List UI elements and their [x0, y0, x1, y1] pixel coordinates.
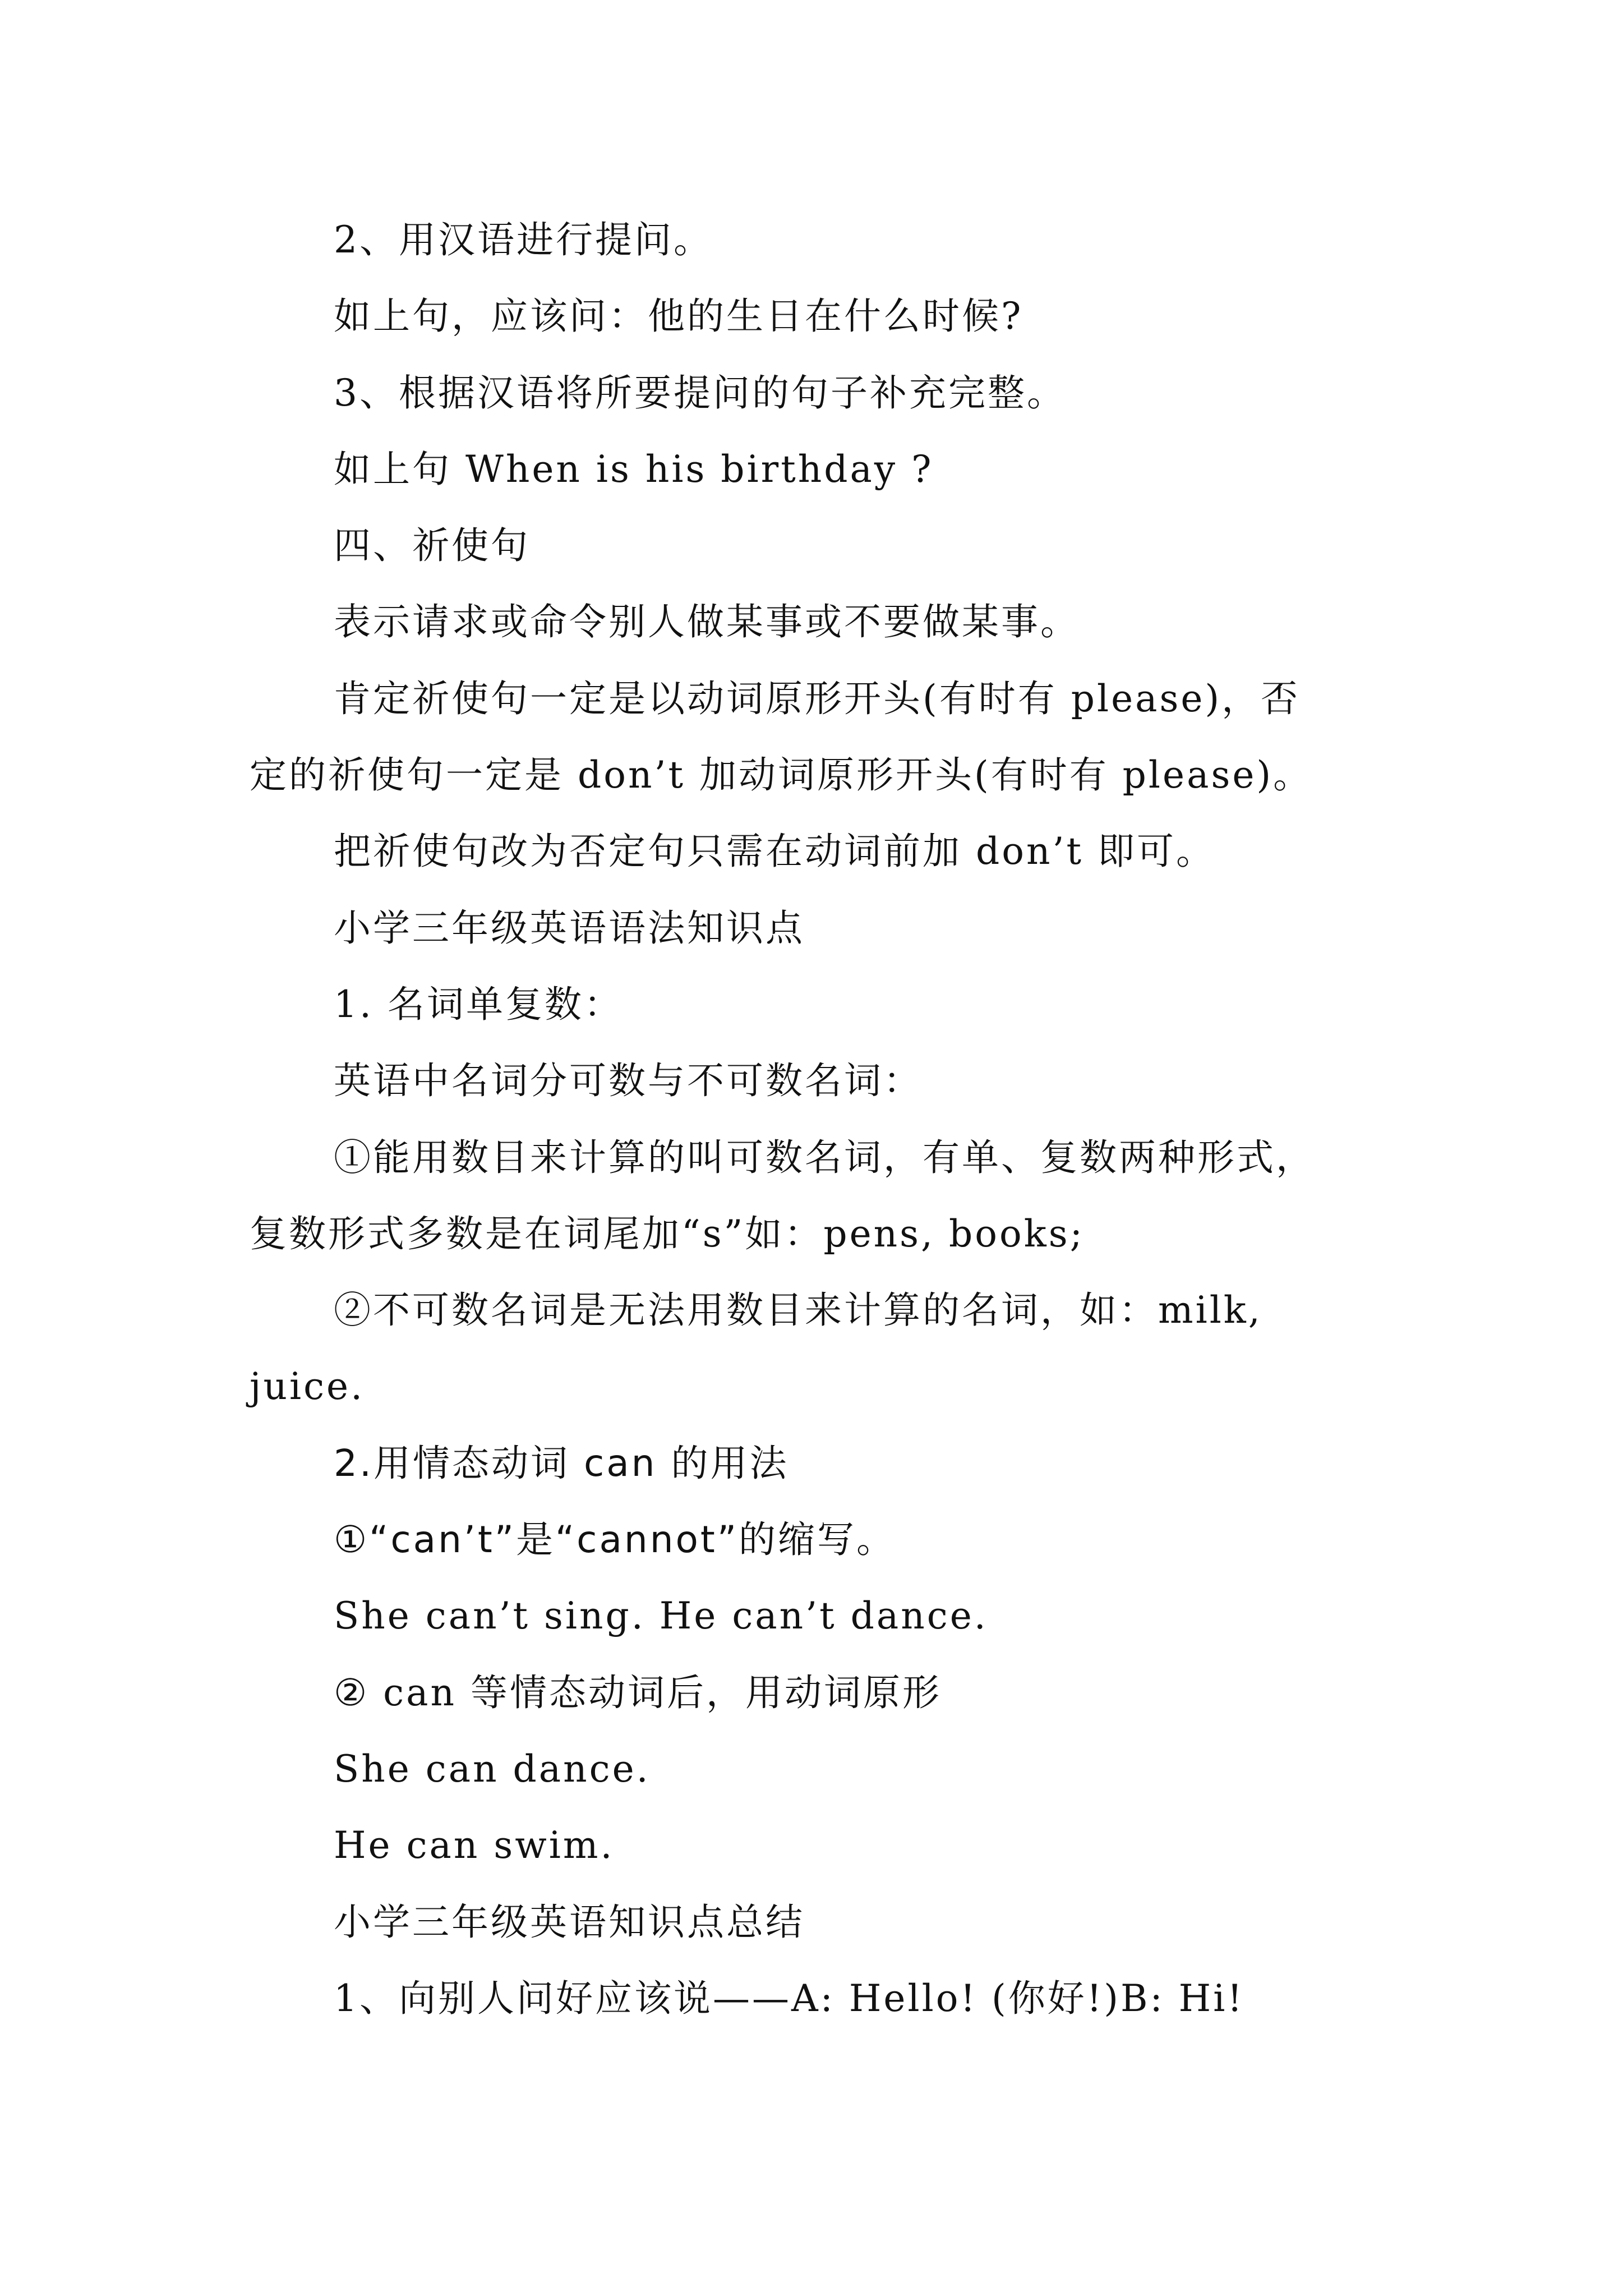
text-line: She can dance.: [334, 1747, 651, 1791]
text-line: 定的祈使句一定是 don’t 加动词原形开头(有时有 please)。: [250, 753, 1313, 797]
text-line: He can swim.: [334, 1824, 615, 1867]
text-line: juice.: [250, 1365, 365, 1408]
section-heading: 小学三年级英语语法知识点: [334, 907, 805, 950]
text-line: 如上句，应该问：他的生日在什么时候?: [334, 295, 1023, 338]
text-line: 把祈使句改为否定句只需在动词前加 don’t 即可。: [334, 830, 1215, 873]
text-line: 如上句 When is his birthday ?: [334, 448, 934, 491]
section-heading: 四、祈使句: [334, 524, 530, 567]
text-line: ①能用数目来计算的叫可数名词，有单、复数两种形式，: [334, 1136, 1315, 1179]
text-line: 1. 名词单复数：: [334, 983, 623, 1026]
text-line: 英语中名词分可数与不可数名词：: [334, 1059, 923, 1102]
text-line: 1、向别人问好应该说——A: Hello! (你好!)B: Hi!: [334, 1977, 1244, 2020]
text-line: ①“can’t”是“cannot”的缩写。: [334, 1518, 896, 1561]
text-line: 肯定祈使句一定是以动词原形开头(有时有 please)，否: [334, 677, 1301, 720]
text-line: 2、用汉语进行提问。: [334, 218, 713, 261]
text-line: 表示请求或命令别人做某事或不要做某事。: [334, 600, 1080, 643]
text-line: 复数形式多数是在词尾加“s”如：pens, books;: [250, 1212, 1085, 1255]
text-line: She can’t sing. He can’t dance.: [334, 1594, 988, 1637]
text-line: 3、根据汉语将所要提问的句子补充完整。: [334, 371, 1066, 415]
section-heading: 小学三年级英语知识点总结: [334, 1901, 805, 1944]
text-line: ②不可数名词是无法用数目来计算的名词，如：milk,: [334, 1289, 1262, 1332]
text-line: ② can 等情态动词后，用动词原形: [334, 1671, 942, 1714]
text-line: 2.用情态动词 can 的用法: [334, 1442, 789, 1485]
